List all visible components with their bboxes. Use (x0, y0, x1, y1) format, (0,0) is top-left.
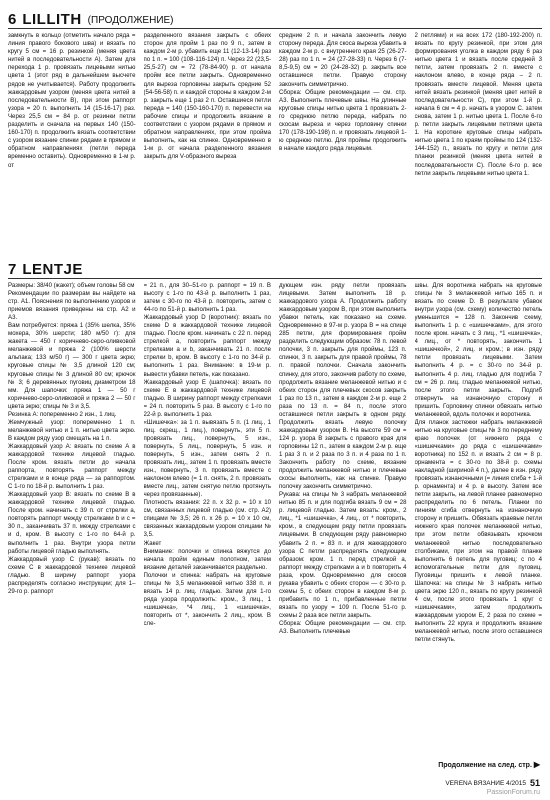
bottom-column-1: Размеры: 38/40 (жакет); объем головы 58 см Рекомендации по размерам вы найдете на стр. А1. Пояснения по выполнению узоров и приемов вязания приведены на стр. А2 и А3. Вам потребуется: пряжа 1 (35% шелка, 35% мохера, 30% шерсти; 180 м/50 г): для жакета — 450 г коричнево-серо-оливковой меланжевой и пряжа 2 (100% шерсти альпака; 133 м/50 г) — 300 г цвета экрю; круговые спицы № 3,5 длиной 120 см; круговые спицы № 3 длиной 80 см; крючок № 3; 6 деревянных пуговиц диаметром 18 мм. Для шапочки: пряжа 1 — 50 г коричнево-серо-оливковой и пряжа 2 — 50 г цвета экрю; спицы № 3 и 3,5. Резинка А: попеременно 2 изн., 1 лиц. Жемчужный узор: попеременно 1 п. меланжевой нитью и 1 п. нитью цвета экрю. В каждом ряду узор смещать на 1 п. Жаккардовый узор А: вязать по схеме А в жаккардовой технике лицевой гладью. После кром. вязать петли до начала раппорта, повторять раппорт между стрелками и в конце ряда — за раппортом. С 1-го по 18-й р. выполнить 1 раз. Жаккардовый узор В: вязать по схеме В в жаккардовой технике лицевой гладью. После кром. начинать с 39 п. от стрелки а, повторять раппорт между стрелками b и с = 30 п., заканчивать 37 п. между стрелками с и d, кром. В высоту с 1-го по 64-й р. выполнить 1 раз. Внутри узора петли работы лицевой гладью выполнять. Жаккардовый узор С (рукав): вязать по схеме С в жаккардовой технике лицевой гладью. В ширину раппорт узора распределять согласно инструкции; для 1–29-го р. раппорт (8, 282, 136, 595)
watermark: PassionForum.ru (486, 789, 540, 796)
section-number: 6 (8, 11, 17, 28)
top-columns (8, 32, 542, 252)
bottom-column-3: дующем изн. ряду петли провязать лицевыми. Затем выполнить 18 р. жаккардового узора А. Продолжить работу жаккардовым узором В, при этом выполнить убавки петель, как показано на схеме. Одновременно в 97-м р. узора B = на спице 285 петли, для формирования пройм разделить следующим образом: 78 п. левой полочки, 3 п. закрыть для проймы, 123 п. спинки, 3 п. закрыть для правой проймы, 78 п. правой полочки. Сначала закончить спинку, для этого, закончив работу по схеме, продолжить вязание меланжевой нитью и с обеих сторон для плечевых скосов закрыть 1 раз по 13 п., затем в каждом 2-м р. еще 2 раза по 13 п. = 84 п., после этого оставшиеся петли закрыть в одном ряду. Продолжить вязать левую полочку жаккардовым узором В. На высоте 59 см = 124 р. узора В закрыть с правого края для горловины 12 п., затем в каждом 2-м р. еще 1 раз 3 п. и 2 раза по 3 п. и 4 раза по 1 п. Закончить работу по схеме, вязание продолжить меланжевой нитью и плечевые скосы выполнить, как на спинке. Правую полочку закончить симметрично. Рукава: на спицы № 3 набрать меланжевой нитью 85 п. и для подгиба вязать 9 см = 28 р. лицевой гладью. Затем вязать: кром., 2 лиц., *1 «шишечка», 4 лиц., от * повторить, кром., в следующем ряду петли провязать лицевыми. В следующем ряду равномерно убавить 2 п. = 83 п. и для жаккардового узора С петли распределять следующим образом: кром. 1 п. перед стрелкой а, раппорт между стрелками а и b повторить 4 раза, кром. Одновременно для скосов рукава убавить с обеих сторон — с 30-го р. схемы 5, с обеих сторон в каждом 8-м р. прибавить по 1 п., прибавленные петли вязать по узору = 109 п. После 51-го р. схемы 2 раза все петли закрыть. Сборка: Общие рекомендации — см. стр. А3. Выполнить плечевые (279, 282, 407, 636)
magazine-name: VERENA ВЯЗАНИЕ 4/2015 (445, 779, 526, 787)
top-column-3: средние 2 п. и начала закончить левую сторону переда. Для скоса выреза убавить в каждом 2-м р. с внутреннего края 25 (26-27-28) раз по 1 п. = 24 (27-28-33) п. Через 6 (7-8,5-9,5) см = 20 (24-28-32) р. закрыть все оставшиеся петли. Правую сторону закончить симметрично. Сборка: Общие рекомендации — см. стр. А3. Выполнить плечевые швы. На длинные круговые спицы нитью цвета 1 провязать 2-го среднюю петлю переда, набрать по скосам выреза и через горловину спинки 170 (178-190-198) п. и провязать лицевой 1-ю среднюю петлю. Для проймы продолжить в начале каждого ряда лицевым. (279, 32, 407, 153)
section-title: LENTJE (22, 261, 83, 278)
section-header-lillith (8, 6, 542, 29)
section-header-lentje (8, 256, 542, 279)
arrow-right-icon: ▶ (533, 760, 540, 769)
top-column-4: 2 петлями) и на всех 172 (180-192-200) п. вязать по кругу резинкой, при этом для формирования уголка в каждом ряду 6 раз нитью цвета 1 и вязать после средней 3 петли, затем провязать 2 п. вместе с наклоном влево, в конце ряда – 2 п. провязать вместе лицевой. Меняя цвета нитей вязать резинкой (меняя цвет нитей в последовательности C), при этом 1-й р. начала 6 см = 4 р. начать в узором С. затем снова, затем 1 р. нитью цвета 1. После 6-го р. петли закрыть лицевыми петлями цвета 1. На короткие круговые спицы набрать нитью цвета 1 по краям проймы по 124 (132-144-152) п., вязать по кругу и петли для планки резинкой (меняя цвета нитей в последовательности C). После 6-го р. все петли закрыть лицевыми нитью цвета 1. (414, 32, 542, 177)
bottom-column-4: швы. Для воротника набрать на круговые спицы № 3 меланжевой нитью 165 п. и вязать по схеме D. В результате убавок внутри узора (см. схему) количество петель уменьшится = 128 п. Закончив схему, выполнить 1 р. с «шишечками», для этого после кром. начать с 3 лиц., *1 «шишечка», 4 лиц., от * повторять, закончить 1 «шишечкой», 2 лиц. и кром.; в изн. ряду петли провязать лицевыми. Затем выполнить 4 р. = с 30-го по 34-й р. выполнить 4 р. лиц. гладью для подгиба 7 см = 26 р. лиц. гладью меланжевой нитью, после этого петли закрыть. Подгиб отвернуть на изнаночную сторону и пришить. Горловину спинки обвязать нитью меланжевой, вдоль полочек и воротника. Для планок застежки набрать меланжевой нитью на круговые спицы № 3 по переднему краю полочек (от нижнего ряда с «шишечками» до ряда с «шишечками» воротника) по 152 п. и вязать 2 см = 8 р. орнамента = с 30-го по 38-й р. схемы накладной (шириной 4 п.), далее в изн. ряду провязать изнаночными (= линия сгиба + 1-й р. орнамента) и 4 р. в высоту. Затем все петли закрыть, на левой планке равномерно распределить по 6 петель. Планки по линиям сгиба отвернуть на изнаночную сторону и пришить. Обвязать краевые петли нижнего края полочек меланжевой нитью, при этом петли обвязывать крючком меланжевой нитью последовательно столбиками, при этом на правой планке выполнить 6 петель для пуговиц: с по 4 вспомогательные петли для пуговиц. Пуговицы пришить к левой планке. Шапочка: на спицы № 3 набрать нитью цвета экрю 120 п., вязать по кругу резинкой 4 см, после этого провязать 1 круг с «шишечками», затем продолжить жаккардовым узором Е, 2 раза по схеме = выполнить 22 круга и продолжить вязание меланжевой нитью, после этого оставшиеся петли стянуть. (414, 282, 542, 644)
page-number: 51 (529, 778, 540, 788)
bottom-columns (8, 282, 542, 774)
section-title: LILLITH (22, 11, 82, 28)
bottom-column-2: = 21 п., для 30–51-го р. раппорт = 19 п. В высоту с 1-го по 43-й р. выполнить 1 раз, затем с 30-го по 43-й р. повторить, затем с 44-го по 51-й р. выполнить 1 раз. Жаккардовый узор D (воротник): вязать по схеме D в жаккардовой технике лицевой гладью. После кром. начинать с 22 п. перед стрелкой а, повторить раппорт между стрелками а и b, заканчивать 21 п. после стрелки b, кром. В высоту с 1-го по 34-й р. выполнить 1 раз. Внимание: в 19-м р. вывести убавки петель, как показано. Жаккардовый узор Е (шапочка): вязать по схеме Е в жаккардовой технике лицевой гладью. В ширину раппорт между стрелками = 24 п. повторить 5 раз. В высоту с 1-го по 22-й р. выполнить 1 раз. «Шишечка»: за 1 п. вывязать 5 п. (1 лиц., 1 лиц. скрещ., 1 лиц.), повернуть, эти 5 п. провязать лиц., повернуть, 5 изн., повернуть, 5 лиц., повернуть, 5 изн. и повернуть, 5 изн., затем снять 2 п. провязать лиц., затем 1 п. провязать вместе изн., повернуть, 3 п. провязать вместе с наклоном влево (= 1 п. снять, 2 п. провязать вместе лиц., затем снятую петлю протянуть через провязанные). Плотность вязания: 22 п. х 32 р. = 10 х 10 см, связанных лицевой гладью (см. стр. А2) спицами № 3,5; 26 п. х 26 р. = 10 х 10 см, связанных жаккардовым узором спицами № 3,5. Жакет Внимание: полочки и спинка вяжутся до начала пройм единым полотном, затем вязание деталей заканчивается раздельно. Полочки и спинка: набрать на круговые спицы № 3,5 меланжевой нитью 338 п. и вязать 14 р. лиц. гладью. Затем для 1-го ряда узора продолжить: кром., 3 лиц., 1 «шишечка», *4 лиц., 1 «шишечка», повторить от *, закончить 2 лиц., кром. В сле- (143, 282, 271, 627)
top-column-2: разделенного вязания закрыть с обеих сторон для пройм 1 раз по 9 п., затем в каждом 2-м р. убавить еще 11 (12-13-14) раз по 1 п. = 100 (108-116-124) п. Через 22 (23,5-25,5-27) см = 72 (78-84-90) р. от начала пройм все петли закрыть. Одновременно для выреза горловины закрыть средние 52 (54-56-58) п. и каждой стороны в каждом 2-м р. закрыть еще 1 раз 2 п. Оставшиеся петли переда = 140 (150-160-170) п. перевести на рабочие спицы и продолжить вязание в соответствии с узором рядами в прямом и обратном направлениях, при этом пройма выполнить, как на спинке. Одновременно в 1-м р. от начала разделенного вязания закрыть для V-образного выреза (143, 32, 271, 161)
section-number: 7 (8, 261, 17, 278)
top-column-1: замкнуть в кольцо (отметить начало ряда = линия правого бокового шва) и вязать по кругу 5 см = 16 р. резинкой (меняя цвета нитей в последовательности A). Затем для перехода 1 р. провязать лицевыми нитью цвета 1 (этот ряд в дальнейшем высчете рядов не учитывается). Работу продолжить жаккардовым узором (меняя цвета нитей в последовательности B), при этом раппорт узора = 20 п. выполнить 14 (15-16-17) раз. Через 25,5 см = 84 р. от резинки петли разделить и сначала на первых 140 (150-160-170) п. продолжить вязать соответствии с узором вязание спинки рядами в прямом и обратном направлениях (петли переда временно оставить). Одновременно в 1-м р. от (8, 32, 136, 169)
continue-note (438, 760, 540, 769)
page-footer (445, 778, 540, 788)
continue-text: Продолжение на след. стр. (438, 762, 532, 769)
section-subtitle: (ПРОДОЛЖЕНИЕ) (87, 15, 174, 26)
